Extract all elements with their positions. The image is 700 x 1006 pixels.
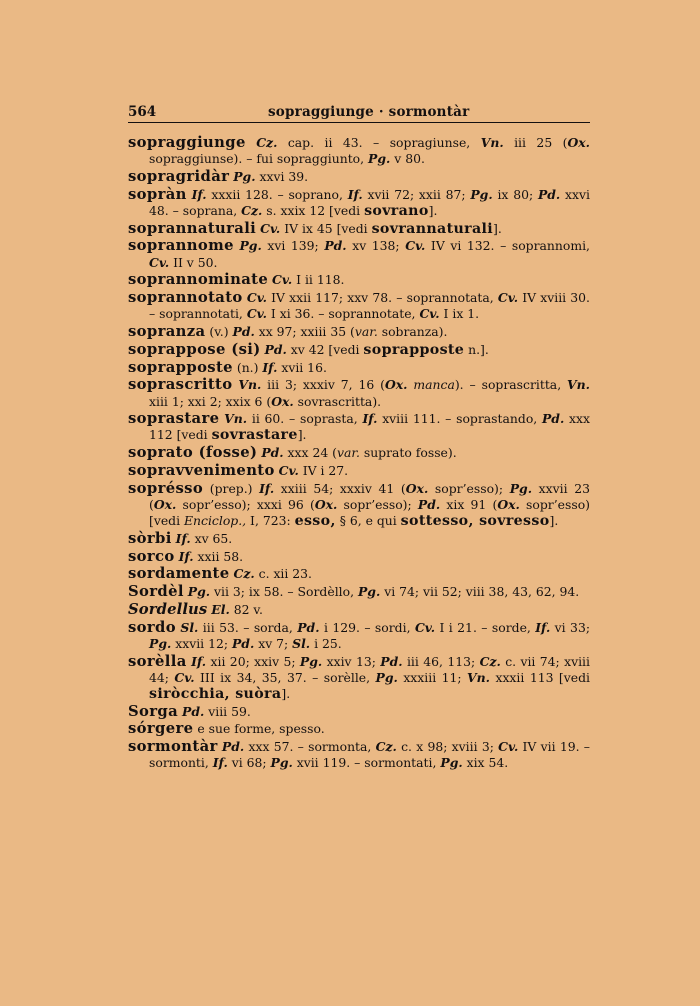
cross-reference: soprapposte (363, 341, 465, 358)
text: xv 65. (190, 530, 233, 546)
entry-soprannominate (128, 272, 590, 288)
source-abbrev: Cz. (241, 202, 263, 218)
text: sobranza). (377, 324, 448, 340)
headword: sorco (128, 547, 175, 565)
source-abbrev: Pg. (368, 151, 391, 167)
source-abbrev: Pg. (440, 755, 463, 771)
headword: sopravvenimento (128, 461, 275, 479)
source-abbrev: El. (211, 601, 230, 617)
source-abbrev: Cz. (375, 739, 397, 755)
headword: sordamente (128, 565, 230, 583)
source-abbrev: Pg. (239, 238, 262, 254)
source-abbrev: Pd. (297, 619, 320, 635)
headword: sopragridàr (128, 167, 230, 185)
text: xx 97; xxiii 35 ( (254, 324, 355, 340)
source-abbrev: Cv. (149, 254, 170, 270)
headword: soprannominate (128, 271, 269, 289)
source-abbrev: Pd. (324, 238, 347, 254)
text: iii 53. – sorda, (198, 619, 298, 635)
source-abbrev: Pg. (509, 480, 533, 496)
text: xxvi 39. (255, 168, 309, 184)
cross-reference: sovrannaturali (371, 220, 493, 237)
text: (prep.) (203, 480, 260, 496)
text: ). – soprascritta, (454, 377, 568, 393)
text: xii 20; xxiv 5; (206, 653, 300, 669)
text: sopraggiunse). – fui sopraggiunto, (149, 151, 369, 167)
source-abbrev: Ox. (497, 496, 520, 512)
text: 82 v. (229, 601, 263, 617)
text: I xi 36. – soprannotate, (266, 306, 420, 322)
text: II v 50. (169, 254, 218, 270)
headword: soprascritto (128, 376, 233, 394)
cross-reference: esso, (294, 513, 336, 530)
text: vii 3; ix 58. – Sordèllo, (210, 584, 358, 600)
headword: sopraggiunge (128, 134, 246, 151)
text: iii 3; xxxiv 7, 16 ( (261, 377, 385, 393)
source-abbrev: Cv. (414, 619, 436, 635)
source-abbrev: Pd. (182, 703, 205, 719)
text: I i 21. – sorde, (435, 619, 536, 635)
text: s. xxix 12 [vedi (262, 202, 365, 218)
source-abbrev: Cv. (246, 306, 267, 322)
source-abbrev: Pg. (357, 584, 381, 600)
entry-soprannaturali (128, 221, 590, 237)
entry-sopravvenimento (128, 463, 590, 479)
text: xix 91 ( (440, 496, 498, 512)
text: ix 80; (492, 186, 538, 202)
text: xvii 72; xxii 87; (362, 186, 471, 202)
text: ]. (549, 513, 559, 529)
text: n.]. (464, 341, 489, 357)
entry-soprascritto (128, 377, 590, 409)
text: IV vii 19. – sormonti, (149, 739, 590, 771)
text: ]. (428, 202, 438, 218)
source-abbrev: Ox. (314, 496, 338, 512)
italic-note: var. (354, 324, 378, 340)
entry-soprannotato (128, 290, 590, 322)
text: cap. ii 43. – sopragiunse, (277, 135, 481, 150)
source-abbrev: If. (262, 359, 278, 375)
text: I ii 118. (292, 272, 345, 288)
headword: sopranza (128, 323, 206, 341)
cross-reference: sovrastare (211, 427, 298, 444)
text: vi 74; vii 52; viii 38, 43, 62, 94. (380, 584, 580, 600)
source-abbrev: Pg. (187, 584, 211, 600)
source-abbrev: Sl. (292, 635, 311, 651)
text: xxx 24 ( (283, 445, 337, 461)
running-head (128, 100, 590, 123)
text: c. x 98; xviii 3; (396, 739, 499, 755)
text: c. xii 23. (254, 566, 313, 582)
source-abbrev: Pg. (270, 755, 293, 771)
text: i 129. – sordi, (319, 619, 415, 635)
source-abbrev: If. (347, 186, 363, 202)
text: sopr’esso) [vedi (149, 496, 590, 529)
headword: sorèlla (128, 652, 187, 670)
entry-soprastare (128, 411, 590, 443)
text: (n.) (232, 359, 263, 375)
running-title: sopraggiunge · sormontàr (268, 104, 470, 120)
source-abbrev: If. (178, 548, 194, 564)
entry-sordellus (128, 602, 590, 618)
entry-sormontar (128, 739, 590, 771)
text: xxx 57. – sormonta, (244, 739, 376, 755)
source-abbrev: If. (191, 186, 207, 202)
source-abbrev: Ox. (153, 496, 177, 512)
source-abbrev: Cv. (246, 290, 267, 306)
source-abbrev: Pg. (375, 669, 398, 685)
source-abbrev: Ox. (271, 393, 294, 409)
text: ii 60. – soprasta, (247, 411, 363, 427)
text: xxii 58. (193, 548, 244, 564)
source-abbrev: Pd. (261, 445, 284, 461)
source-abbrev: Vn. (480, 135, 504, 150)
text: vi 33; (550, 619, 590, 635)
entry-sopran (128, 187, 590, 219)
text: xxxii 128. – soprano, (206, 186, 348, 202)
source-abbrev: Pg. (470, 186, 493, 202)
text: xv 42 [vedi (286, 341, 364, 357)
entry-sorgere (128, 721, 590, 737)
headword: Sorga (128, 702, 179, 720)
source-abbrev: Pg. (299, 653, 323, 669)
text: v 80. (390, 151, 425, 167)
text: sopr’esso); (428, 480, 510, 496)
text: xvii 119. – sormontati, (292, 755, 441, 771)
text: xxvii 23 ( (149, 480, 590, 512)
cross-reference: sovrano (364, 202, 429, 219)
text: IV i 27. (298, 462, 349, 478)
text: suprato fosse). (359, 445, 457, 461)
text: iii 25 ( (503, 135, 568, 150)
entry-soprato (128, 445, 590, 461)
text: vi 68; (227, 755, 271, 771)
source-abbrev: Pd. (221, 739, 245, 755)
entry-sopraggiunge (128, 135, 590, 167)
headword: soprannaturali (128, 219, 257, 237)
source-abbrev: Cv. (497, 290, 519, 306)
source-abbrev: Vn. (567, 377, 590, 393)
cross-reference: siròcchia, suòra (149, 685, 282, 702)
text: xvi 139; (261, 238, 325, 254)
headword: sordo (128, 618, 176, 636)
text: iii 46, 113; (402, 653, 480, 669)
text: III ix 34, 35, 37. – sorèlle, (194, 669, 376, 685)
text: xix 54. (462, 755, 509, 771)
source-abbrev: Cv. (498, 739, 519, 755)
headword: sórgere (128, 720, 194, 738)
source-abbrev: Vn. (467, 669, 490, 685)
headword: sopràn (128, 185, 187, 203)
source-abbrev: Cv. (174, 669, 195, 685)
dictionary-page (128, 100, 590, 773)
text: IV xviii 30. – soprannotati, (149, 290, 590, 322)
text: xxxiii 11; (397, 669, 468, 685)
headword: soprato (fosse) (128, 444, 258, 462)
entry-soprappose (128, 342, 590, 358)
source-abbrev: Cv. (278, 462, 299, 478)
text: ]. (492, 220, 502, 236)
source-abbrev: Vn. (238, 377, 262, 393)
text: xiii 1; xxi 2; xxix 6 ( (149, 393, 272, 409)
source-abbrev: Cv. (405, 238, 426, 254)
entry-soprannome (128, 238, 590, 270)
source-abbrev: Pd. (380, 653, 403, 669)
text: e sue forme, spesso. (193, 721, 325, 737)
source-abbrev: Pd. (264, 341, 287, 357)
headword: sormontàr (128, 738, 218, 756)
text: xxx 112 [vedi (149, 411, 590, 443)
text: ]. (297, 427, 307, 443)
italic-note: Enciclop., (184, 513, 247, 529)
source-abbrev: If. (362, 411, 378, 427)
text: viii 59. (204, 703, 251, 719)
text: xv 138; (346, 238, 406, 254)
italic-note: var. (337, 445, 360, 461)
entry-sorbi (128, 531, 590, 547)
text: xv 7; (254, 635, 293, 651)
text: sopr’esso); xxxi 96 ( (176, 496, 315, 512)
text: I, 723: (246, 513, 295, 529)
headword: sòrbi (128, 529, 172, 547)
source-abbrev: Cv. (260, 220, 281, 236)
text: c. vii 74; xviii 44; (149, 653, 590, 685)
entry-sopranza (128, 324, 590, 340)
source-abbrev: If. (259, 480, 275, 496)
source-abbrev: Pd. (417, 496, 441, 512)
text: xxiii 54; xxxiv 41 ( (274, 480, 406, 496)
entry-sopragridar (128, 169, 590, 185)
text: sopr’esso); (337, 496, 418, 512)
text: i 25. (310, 635, 342, 651)
headword: Sordellus (128, 600, 208, 618)
text (246, 135, 256, 150)
headword: soprannotato (128, 289, 243, 307)
headword: Sordèl (128, 583, 184, 601)
cross-reference: sottesso, sovresso (400, 513, 550, 530)
source-abbrev: Pd. (231, 635, 255, 651)
text: xvii 16. (277, 359, 327, 375)
italic-note: manca (413, 377, 455, 393)
source-abbrev: Cz. (479, 653, 501, 669)
source-abbrev: Ox. (405, 480, 429, 496)
entry-sorco (128, 549, 590, 565)
source-abbrev: Pd. (541, 411, 565, 427)
headword: soprappose (si) (128, 340, 261, 358)
entry-sorga (128, 704, 590, 720)
source-abbrev: If. (191, 653, 207, 669)
entry-sopresso (128, 481, 590, 530)
text: § 6, e qui (335, 513, 401, 529)
source-abbrev: Sl. (180, 619, 199, 635)
text: xxvi 48. – soprana, (149, 186, 590, 218)
page-number: 564 (128, 104, 157, 120)
entry-sordo (128, 620, 590, 652)
source-abbrev: If. (212, 755, 228, 771)
source-abbrev: If. (175, 530, 191, 546)
entry-sordel (128, 584, 590, 600)
text: sovrascritta). (293, 393, 382, 409)
text: xxiv 13; (322, 653, 381, 669)
text: IV xxii 117; xxv 78. – soprannotata, (266, 290, 498, 306)
entry-list (128, 135, 590, 772)
text: ]. (281, 685, 291, 701)
headword: soprannome (128, 237, 234, 255)
text: xviii 111. – soprastando, (377, 411, 542, 427)
text: xxxii 113 [vedi (489, 669, 590, 685)
source-abbrev: Pg. (233, 168, 256, 184)
entry-soprapposte (128, 360, 590, 376)
source-abbrev: Cz. (256, 135, 278, 150)
headword: soprastare (128, 410, 220, 428)
text: I ix 1. (439, 306, 480, 322)
source-abbrev: Vn. (224, 411, 248, 427)
source-abbrev: Pg. (149, 635, 172, 651)
source-abbrev: Cv. (272, 272, 293, 288)
source-abbrev: Cz. (233, 566, 255, 582)
headword: soprapposte (128, 358, 233, 376)
text: (v.) (205, 324, 233, 340)
text: IV vi 132. – soprannomi, (425, 238, 590, 254)
source-abbrev: If. (535, 619, 551, 635)
text: IV ix 45 [vedi (280, 220, 372, 236)
text: xxvii 12; (171, 635, 232, 651)
source-abbrev: Pd. (232, 324, 255, 340)
entry-sorella (128, 654, 590, 703)
source-abbrev: Ox. (567, 135, 590, 150)
source-abbrev: Cv. (419, 306, 440, 322)
headword: soprésso (128, 479, 204, 497)
entry-sordamente (128, 566, 590, 582)
source-abbrev: Pd. (537, 186, 561, 202)
source-abbrev: Ox. (384, 377, 408, 393)
